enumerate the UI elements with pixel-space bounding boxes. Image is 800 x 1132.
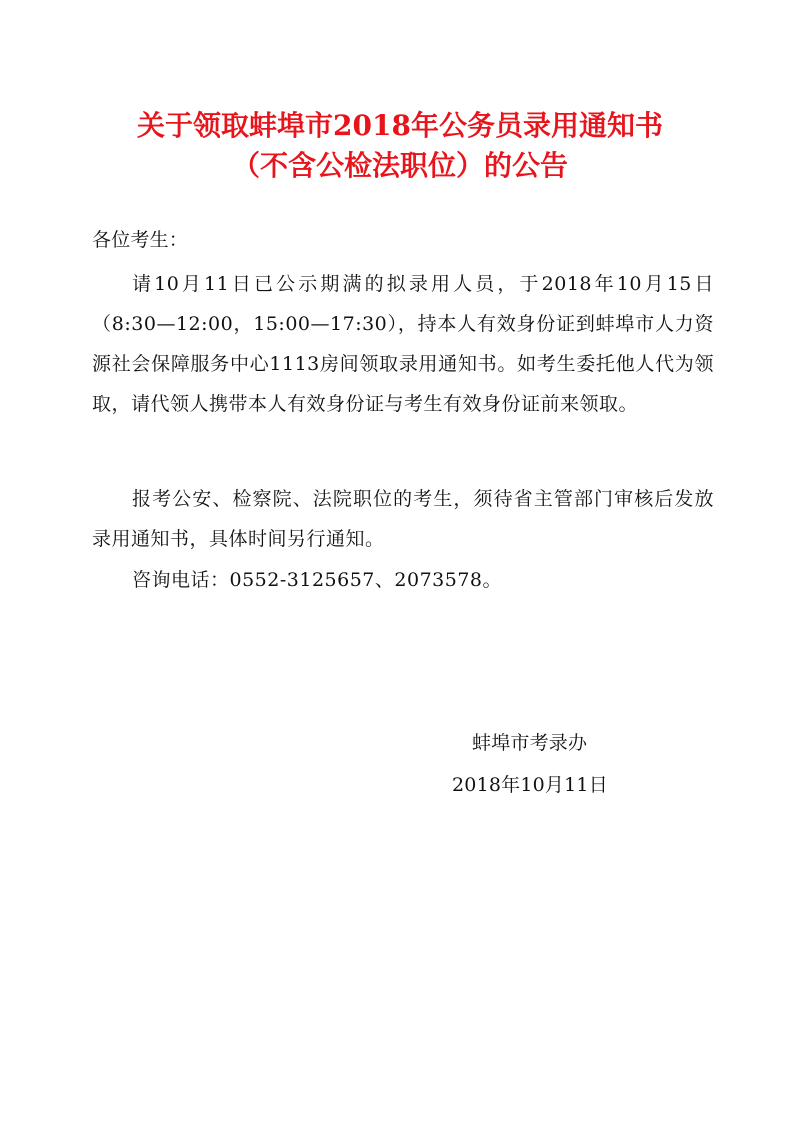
paragraph-contact-phone: 咨询电话：0552-3125657、2073578。 [132, 569, 503, 591]
document-title-line1: 关于领取蚌埠市2018年公务员录用通知书 [137, 109, 663, 142]
paragraph-pickup-notice: 请10月11日已公示期满的拟录用人员，于2018年10月15日（8:30—12:00，15:00—17:30），持本人有效身份证到蚌埠市人力资源社会保障服务中心1113房间领取录用通知书。如考生委托他人代为领取，请代领人携带本人有效身份证与考生有效身份证前来领取。 [92, 273, 714, 415]
salutation: 各位考生： [92, 229, 189, 251]
document-title-line2: （不含公检法职位）的公告 [231, 149, 568, 182]
signature-date: 2018年10月11日 [452, 774, 608, 796]
paragraph-police-court-positions: 报考公安、检察院、法院职位的考生，须待省主管部门审核后发放录用通知书，具体时间另行通知。 [92, 488, 714, 550]
signature-organization: 蚌埠市考录办 [472, 732, 588, 754]
